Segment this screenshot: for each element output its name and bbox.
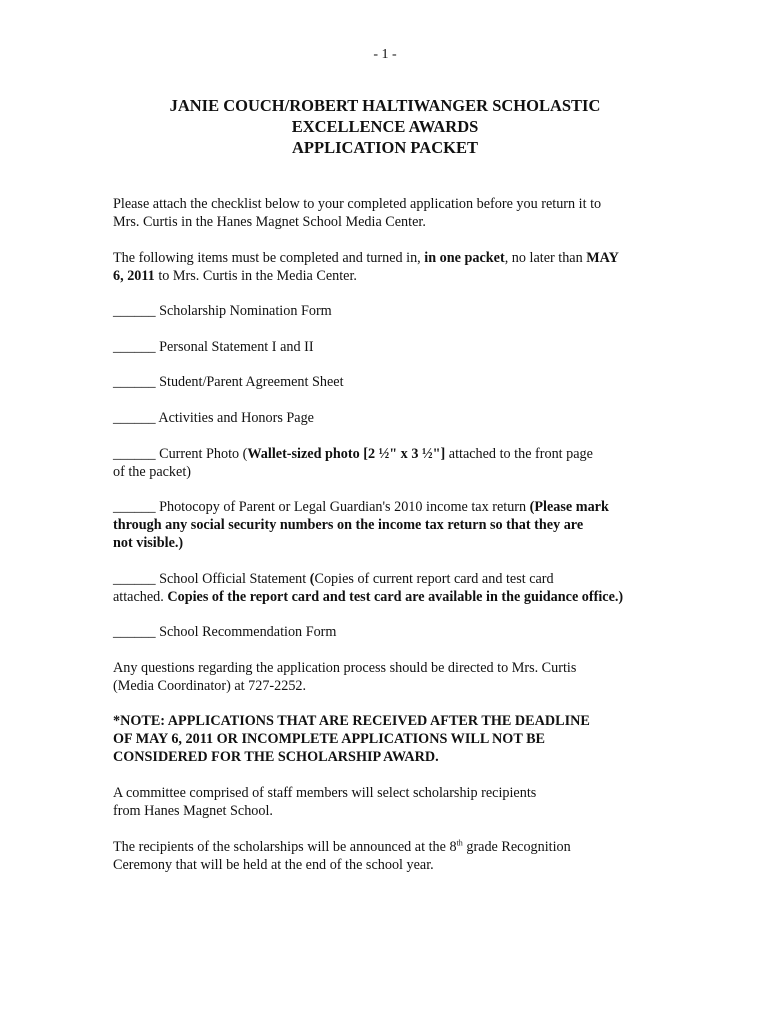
deadline-note: [113, 712, 683, 766]
checklist-item-label: Activities and Honors Page: [158, 410, 314, 426]
checklist-item-label: Copies of current report card and test card: [314, 571, 554, 587]
announcement-line-1: [113, 838, 683, 856]
checklist-line: [113, 570, 683, 588]
checklist-item-label: Current Photo (: [159, 446, 248, 462]
checklist-item-label: Personal Statement I and II: [159, 339, 314, 355]
note-line-3: CONSIDERED FOR THE SCHOLARSHIP AWARD.: [113, 749, 439, 765]
note-line-2: OF MAY 6, 2011 OR INCOMPLETE APPLICATIONS WILL NOT BE: [113, 731, 545, 747]
checklist-item: [113, 498, 683, 552]
intro-line-1: Please attach the checklist below to your completed application before you return it to: [113, 196, 602, 212]
checkbox-blank: ______: [113, 410, 156, 426]
checklist-item-label: attached to the front page: [445, 446, 593, 462]
ordinal-suffix: th: [456, 838, 463, 848]
checklist-item-label: Scholarship Nomination Form: [159, 303, 332, 319]
deadline-paragraph: [113, 249, 683, 285]
deadline-line-1: [113, 249, 683, 267]
checklist-item-label: School Recommendation Form: [159, 624, 337, 640]
checkbox-blank: ______: [113, 374, 156, 390]
checklist-item-label: attached.: [113, 589, 168, 605]
checkbox-blank: ______: [113, 499, 156, 515]
questions-line-1: Any questions regarding the application process should be directed to Mrs. Curtis: [113, 660, 577, 676]
checklist-item: [113, 302, 683, 320]
checklist-line: [113, 498, 683, 516]
checklist-line: [113, 588, 683, 606]
announcement-paragraph: [113, 838, 683, 874]
checkbox-blank: ______: [113, 303, 156, 319]
checklist-line: [113, 534, 683, 552]
checkbox-blank: ______: [113, 446, 156, 462]
questions-paragraph: [113, 659, 683, 695]
announcement-line-2: Ceremony that will be held at the end of the school year.: [113, 857, 434, 873]
checklist-item: [113, 445, 683, 481]
checklist-item: [113, 373, 683, 391]
intro-paragraph: [113, 195, 683, 231]
deadline-line-2: [113, 267, 683, 285]
checklist-item-emphasis: (Please mark: [529, 499, 609, 515]
checklist-item-label: School Official Statement: [159, 571, 310, 587]
checklist-item-emphasis: (: [309, 571, 315, 587]
intro-line-2: Mrs. Curtis in the Hanes Magnet School Media Center.: [113, 214, 426, 230]
deadline-text: to Mrs. Curtis in the Media Center.: [154, 268, 357, 284]
deadline-packet-emphasis: in one packet: [424, 250, 505, 266]
title-line-2: EXCELLENCE AWARDS: [291, 117, 479, 136]
checklist-item-emphasis: Wallet-sized photo [2 ½" x 3 ½"]: [247, 446, 446, 462]
announcement-text: grade Recognition: [462, 839, 571, 855]
note-line-1: *NOTE: APPLICATIONS THAT ARE RECEIVED AFTER THE DEADLINE: [113, 713, 590, 729]
checkbox-blank: ______: [113, 624, 156, 640]
checklist-item: [113, 570, 683, 606]
deadline-date-emphasis: MAY: [586, 250, 619, 266]
title-line-3: APPLICATION PACKET: [292, 138, 478, 157]
checkbox-blank: ______: [113, 571, 156, 587]
checklist-item-emphasis: Copies of the report card and test card are available in the guidance office.): [167, 589, 624, 605]
checklist-item-label: Photocopy of Parent or Legal Guardian's 2010 income tax return: [159, 499, 530, 515]
deadline-text: The following items must be completed and turned in,: [113, 250, 425, 266]
checklist-item: [113, 338, 683, 356]
deadline-date-emphasis: 6, 2011: [113, 268, 155, 284]
document-title: [0, 95, 770, 158]
checkbox-blank: ______: [113, 339, 156, 355]
checklist-item: [113, 623, 683, 641]
checklist-line: [113, 445, 683, 463]
checklist-item-emphasis: through any social security numbers on the income tax return so that they are: [113, 517, 584, 533]
questions-line-2: (Media Coordinator) at 727-2252.: [113, 678, 307, 694]
title-line-1: JANIE COUCH/ROBERT HALTIWANGER SCHOLASTIC: [169, 96, 601, 115]
committee-paragraph: [113, 784, 683, 820]
checklist-line: [113, 516, 683, 534]
deadline-text: , no later than: [504, 250, 587, 266]
checklist-line: of the packet): [113, 464, 191, 480]
page-number: - 1 -: [373, 47, 397, 62]
committee-line-1: A committee comprised of staff members will select scholarship recipients: [113, 785, 537, 801]
checklist-item-emphasis: not visible.): [113, 535, 184, 551]
announcement-text: The recipients of the scholarships will be announced at the 8: [113, 839, 457, 855]
checklist-item: [113, 409, 683, 427]
checklist-item-label: Student/Parent Agreement Sheet: [159, 374, 344, 390]
committee-line-2: from Hanes Magnet School.: [113, 803, 273, 819]
